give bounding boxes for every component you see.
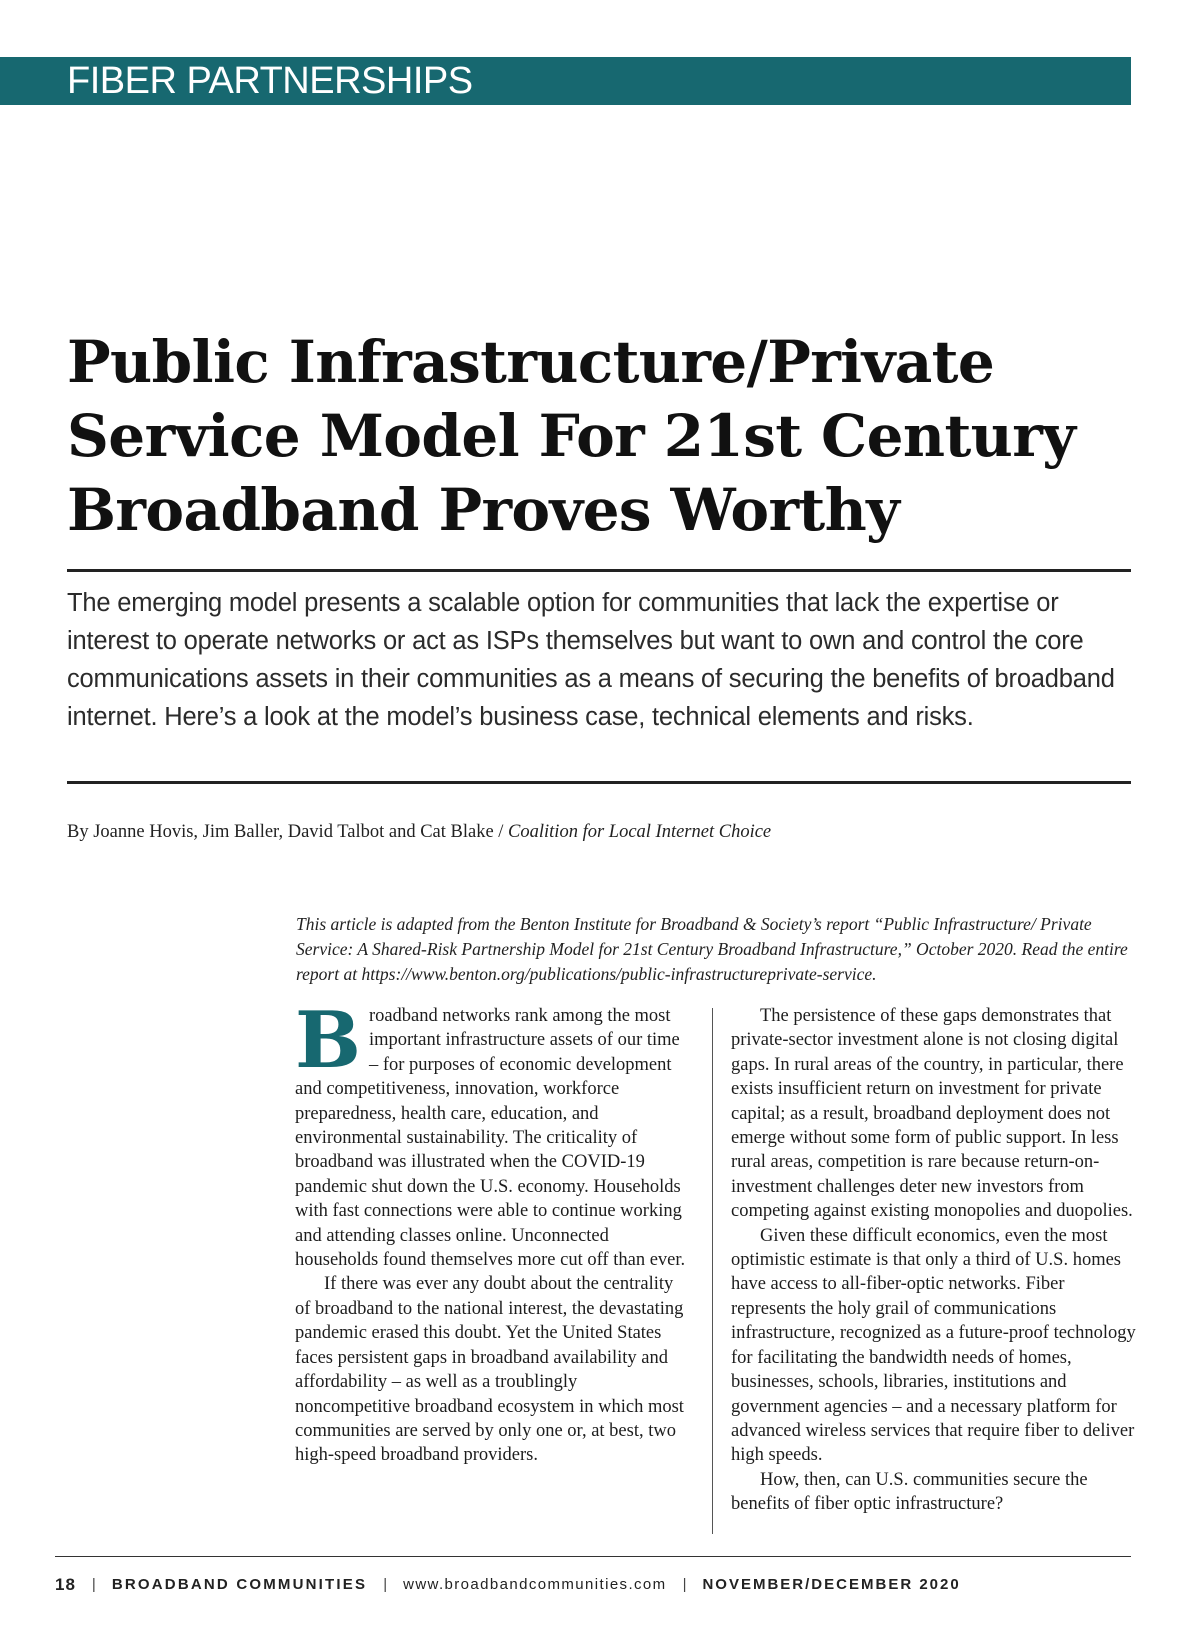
body-paragraph — [295, 995, 690, 1272]
footer-separator: | — [383, 1576, 388, 1593]
magazine-url: www.broadbandcommunities.com — [403, 1576, 667, 1593]
byline — [67, 820, 1067, 844]
body-column-right — [731, 1004, 1136, 1517]
section-banner: FIBER PARTNERSHIPS — [0, 57, 1131, 105]
editor-note: This article is adapted from the Benton Institute for Broadband & Society’s report “Public Infrastructure/ Private Service: A Shared-Risk Partnership Model for 21st Century Broadband Infrastructure,” October 2020. Read the entire report at https://www.benton.org/publications/public-infrastructureprivate-service. — [296, 914, 1128, 984]
article-headline: Public Infrastructure/Private Service Model For 21st Century Broadband Proves Worthy — [67, 328, 1076, 544]
drop-cap: B — [295, 995, 361, 1086]
body-paragraph: How, then, can U.S. communities secure the benefits of fiber optic infrastructure? — [731, 1469, 1088, 1515]
page-number: 18 — [55, 1575, 76, 1594]
byline-authors: By Joanne Hovis, Jim Baller, David Talbot and Cat Blake / — [67, 822, 509, 842]
article-deck: The emerging model presents a scalable option for communities that lack the expertise or interest to operate networks or act as ISPs themselves but want to own and control the core communications assets in their communities as a means of securing the benefits of broadband internet. Here’s a look at the model’s business case, technical elements and risks. — [67, 589, 1115, 731]
footer-separator: | — [91, 1576, 96, 1593]
deck-top-rule — [67, 569, 1131, 572]
footer-rule — [55, 1556, 1131, 1557]
deck-bottom-rule — [67, 781, 1131, 784]
page-footer — [55, 1573, 1135, 1597]
body-paragraph: If there was ever any doubt about the centrality of broadband to the national interest, the devastating pandemic erased this doubt. Yet the United States faces persistent gaps in broadband availability and affordability – as well as a troublingly noncompetitive broadband ecosystem in which most communities are served by only one or, at best, two high-speed broadband providers. — [295, 1274, 684, 1466]
body-paragraph: The persistence of these gaps demonstrates that private-sector investment alone is not closing digital gaps. In rural areas of the country, in particular, there exists insufficient return on investment for private capital; as a result, broadband deployment does not emerge without some form of public support. In less rural areas, competition is rare because return-on-investment challenges deter new investors from competing against existing monopolies and duopolies. — [731, 1006, 1133, 1222]
issue-date: NOVEMBER/DECEMBER 2020 — [702, 1576, 961, 1593]
body-paragraph: Given these difficult economics, even the most optimistic estimate is that only a third of U.S. homes have access to all-fiber-optic networks. Fiber represents the holy grail of communications infrastructure, recognized as a future-proof technology for facilitating the bandwidth needs of homes, businesses, schools, libraries, institutions and government agencies – and a necessary platform for advanced wireless services that require fiber to deliver high speeds. — [731, 1225, 1136, 1466]
column-divider — [712, 1008, 713, 1534]
magazine-name: BROADBAND COMMUNITIES — [111, 1576, 368, 1593]
footer-separator: | — [682, 1576, 687, 1593]
body-paragraph-text: roadband networks rank among the most important infrastructure assets of our time – for purposes of economic development and competitiveness, innovation, workforce preparedness, health care, education, and environmental sustainability. The criticality of broadband was illustrated when the COVID-19 pandemic shut down the U.S. economy. Households with fast connections were able to continue working and attending classes online. Unconnected households found themselves more cut off than ever. — [295, 1006, 686, 1271]
byline-organization: Coalition for Local Internet Choice — [508, 822, 772, 842]
body-column-left — [295, 995, 690, 1468]
